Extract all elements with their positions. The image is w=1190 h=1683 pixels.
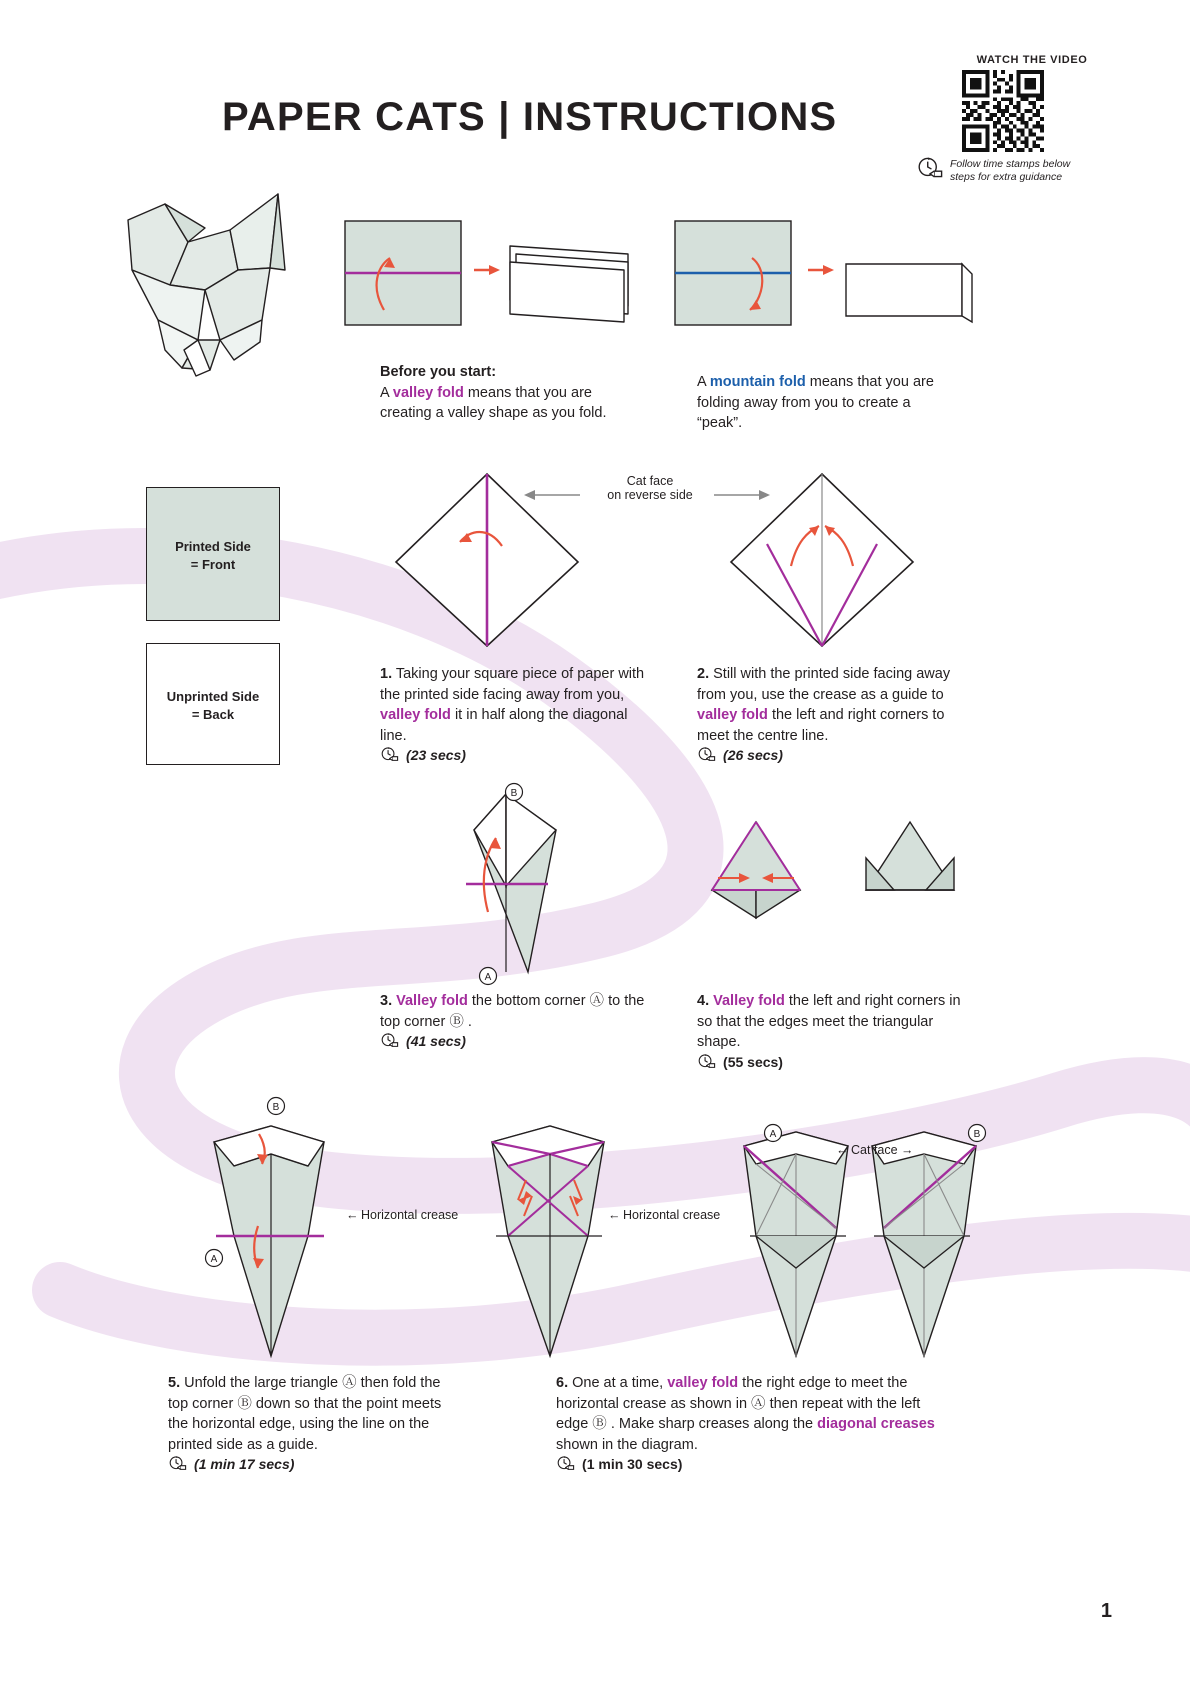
unprinted-side-line2: = Back bbox=[191, 706, 235, 722]
mountain-definition-block bbox=[697, 372, 959, 434]
horizontal-crease-label-1: ← Horizontal crease bbox=[346, 1208, 459, 1222]
step-4-figure bbox=[694, 810, 974, 930]
step-2-part-2: the left and right corners to meet the centre line. bbox=[697, 707, 945, 744]
before-you-start-block bbox=[380, 362, 642, 424]
step-1-part-1: valley fold bbox=[380, 707, 451, 724]
valley-def-post: means that you are creating a valley shape as you fold. bbox=[380, 384, 607, 422]
qr-code-icon[interactable] bbox=[962, 70, 1044, 152]
step-3-figure bbox=[436, 786, 596, 986]
step-3-number: 3. bbox=[380, 993, 393, 1009]
step-6-figure-creases bbox=[482, 1108, 622, 1368]
horizontal-crease-label-2: ← Horizontal crease bbox=[608, 1208, 721, 1222]
horizontal-crease-text-1: Horizontal crease bbox=[360, 1208, 459, 1222]
step-3-time: (41 secs) bbox=[406, 1033, 466, 1050]
watch-note-line1: Follow time stamps below bbox=[950, 158, 1071, 170]
mountain-def-post: means that you are folding away from you to create a “peak”. bbox=[697, 374, 934, 432]
step-5-figure bbox=[196, 1102, 346, 1368]
clock-icon bbox=[916, 156, 948, 180]
step-6-part-1: valley fold bbox=[667, 1375, 739, 1391]
step-2-time: (26 secs) bbox=[723, 747, 783, 764]
svg-text:B: B bbox=[510, 788, 518, 799]
step-1-text bbox=[380, 664, 648, 767]
step-6-part-3: diagonal creases bbox=[817, 1416, 935, 1433]
step-1-number: 1. bbox=[380, 666, 393, 682]
step-6-part-4: shown in the diagram. bbox=[556, 1436, 698, 1453]
page-title: PAPER CATS | INSTRUCTIONS bbox=[222, 95, 838, 139]
step-5-part-0: Unfold the large triangle Ⓐ then fold the top corner Ⓑ down so that the point meets the horizontal edge, using the line on the printed side as a guide. bbox=[168, 1375, 442, 1453]
step-2-figure bbox=[727, 470, 917, 650]
step-6-time: (1 min 30 secs) bbox=[582, 1456, 683, 1473]
mountain-def-pre: A bbox=[697, 374, 710, 390]
clock-icon bbox=[697, 746, 719, 763]
cat-face-reverse-line2: on reverse side bbox=[607, 488, 693, 502]
watch-video-note bbox=[950, 158, 1100, 184]
step-3-text bbox=[380, 991, 658, 1053]
cat-face-text: Cat face bbox=[850, 1143, 898, 1157]
step-4-time: (55 secs) bbox=[723, 1053, 783, 1070]
step-6-part-0: One at a time, bbox=[568, 1375, 668, 1391]
horizontal-crease-text-2: Horizontal crease bbox=[622, 1208, 721, 1222]
finished-cat-illustration bbox=[110, 190, 300, 380]
step-5-number: 5. bbox=[168, 1375, 181, 1391]
step-5-text bbox=[168, 1373, 446, 1476]
page-number: 1 bbox=[1100, 1600, 1112, 1622]
step-2-text bbox=[697, 664, 979, 767]
unprinted-side-line1: Unprinted Side bbox=[166, 689, 260, 704]
step-1-figure bbox=[392, 470, 582, 650]
marker-a-step6 bbox=[762, 1122, 784, 1144]
step-6-part-2: the right edge to meet the horizontal crease as shown in Ⓐ then repeat with the left edge Ⓑ . Make sharp creases along the bbox=[556, 1375, 921, 1433]
svg-text:A: A bbox=[210, 1254, 218, 1265]
svg-text:A: A bbox=[769, 1129, 777, 1140]
mountain-term: mountain fold bbox=[709, 374, 806, 390]
marker-b-step6 bbox=[966, 1122, 988, 1144]
step-6-text bbox=[556, 1373, 956, 1476]
printed-side-line1: Printed Side bbox=[175, 539, 251, 554]
valley-term: valley fold bbox=[392, 384, 464, 401]
valley-def-pre: A bbox=[380, 384, 393, 401]
before-you-start-heading: Before you start: bbox=[380, 364, 497, 380]
step-4-part-1: Valley fold bbox=[713, 993, 785, 1009]
step-1-part-2: it in half along the diagonal line. bbox=[380, 707, 628, 744]
svg-text:B: B bbox=[272, 1102, 280, 1113]
cat-face-label: ← Cat face → bbox=[836, 1143, 913, 1157]
step-3-part-2: the bottom corner Ⓐ to the top corner Ⓑ . bbox=[380, 993, 645, 1030]
clock-icon bbox=[697, 1053, 719, 1070]
step-4-part-2: the left and right corners in so that the edges meet the triangular shape. bbox=[697, 993, 961, 1051]
step-6-number: 6. bbox=[556, 1375, 569, 1391]
watch-note-line2: steps for extra guidance bbox=[950, 171, 1063, 184]
printed-side-swatch bbox=[146, 487, 280, 621]
step-2-number: 2. bbox=[697, 666, 710, 682]
cat-face-reverse-line1: Cat face bbox=[626, 474, 674, 488]
clock-icon bbox=[168, 1455, 190, 1472]
mountain-fold-diagram bbox=[674, 218, 974, 328]
step-5-time: (1 min 17 secs) bbox=[194, 1456, 295, 1473]
printed-side-line2: = Front bbox=[190, 556, 236, 572]
clock-icon bbox=[380, 1032, 402, 1049]
unprinted-side-swatch bbox=[146, 643, 280, 765]
clock-icon bbox=[556, 1455, 578, 1472]
svg-text:B: B bbox=[973, 1129, 981, 1140]
step-4-text bbox=[697, 991, 967, 1073]
valley-fold-diagram bbox=[344, 218, 634, 328]
step-2-part-1: valley fold bbox=[697, 707, 768, 724]
step-1-part-0: Taking your square piece of paper with the printed side facing away from you, bbox=[380, 666, 645, 703]
watch-video-label: WATCH THE VIDEO bbox=[976, 54, 1088, 66]
step-4-number: 4. bbox=[697, 993, 710, 1009]
svg-text:A: A bbox=[484, 972, 492, 983]
step-3-part-1: Valley fold bbox=[396, 993, 468, 1009]
clock-icon bbox=[380, 746, 402, 763]
step-2-part-0: Still with the printed side facing away from you, use the crease as a guide to bbox=[697, 666, 951, 703]
step-1-time: (23 secs) bbox=[406, 747, 466, 764]
